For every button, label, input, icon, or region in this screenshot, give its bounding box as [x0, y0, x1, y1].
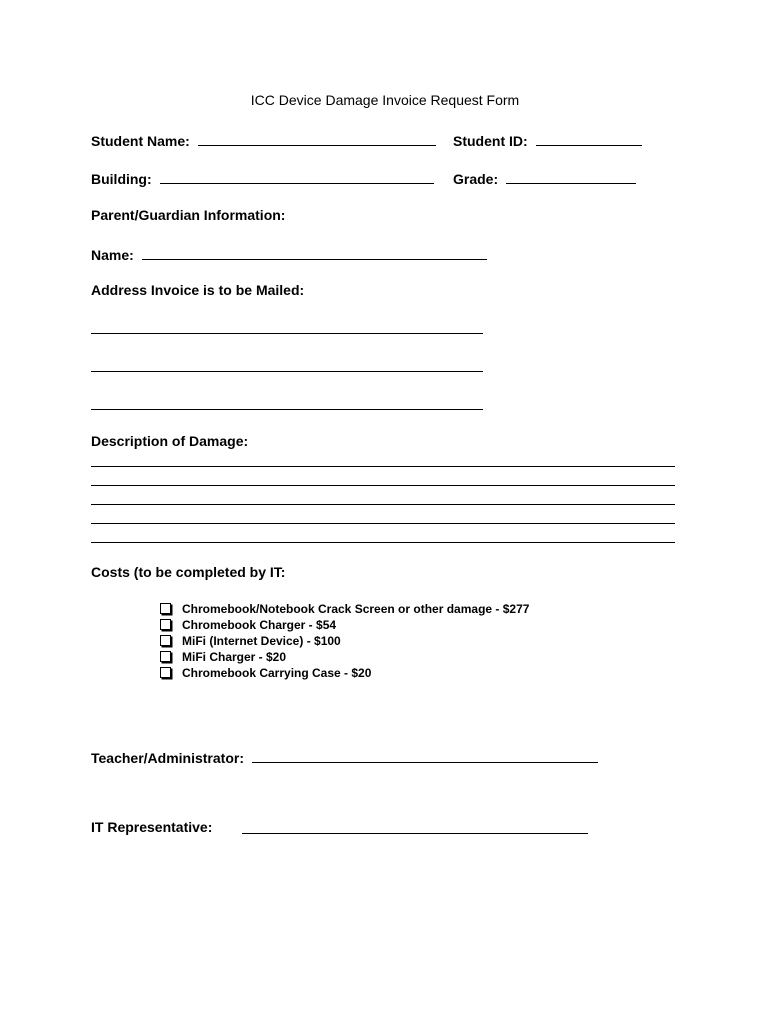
student-name-label: Student Name: — [91, 133, 190, 149]
damage-line-1[interactable] — [91, 466, 675, 467]
list-item — [160, 633, 529, 649]
damage-line-2[interactable] — [91, 485, 675, 486]
parent-name-label: Name: — [91, 247, 134, 263]
it-rep-signature-field[interactable] — [242, 833, 588, 834]
building-label: Building: — [91, 171, 152, 187]
student-id-field[interactable] — [536, 131, 642, 146]
checkbox[interactable] — [160, 619, 171, 630]
damage-line-3[interactable] — [91, 504, 675, 505]
address-line-3[interactable] — [91, 409, 483, 410]
grade-label: Grade: — [453, 171, 499, 187]
student-name-field[interactable] — [198, 131, 436, 146]
address-line-2[interactable] — [91, 371, 483, 372]
teacher-label: Teacher/Administrator: — [91, 750, 244, 766]
checkbox[interactable] — [160, 651, 171, 662]
damage-heading: Description of Damage: — [91, 433, 249, 449]
cost-item-label: Chromebook/Notebook Crack Screen or other damage - $277 — [182, 602, 530, 616]
damage-line-5[interactable] — [91, 542, 675, 543]
building-row — [91, 169, 434, 187]
teacher-row — [91, 748, 598, 766]
teacher-signature-field[interactable] — [252, 748, 598, 763]
grade-field[interactable] — [506, 169, 636, 184]
checkbox[interactable] — [160, 603, 171, 614]
damage-line-4[interactable] — [91, 523, 675, 524]
cost-checklist — [160, 601, 529, 681]
cost-item-label: MiFi (Internet Device) - $100 — [182, 634, 341, 648]
cost-item-label: Chromebook Charger - $54 — [182, 618, 337, 632]
form-title: ICC Device Damage Invoice Request Form — [250, 92, 520, 108]
cost-item-label: MiFi Charger - $20 — [182, 650, 287, 664]
costs-heading: Costs (to be completed by IT: — [91, 564, 286, 580]
address-line-1[interactable] — [91, 333, 483, 334]
parent-name-field[interactable] — [142, 245, 487, 260]
parent-guardian-heading: Parent/Guardian Information: — [91, 207, 286, 223]
grade-row — [453, 169, 636, 187]
list-item — [160, 601, 529, 617]
list-item — [160, 649, 529, 665]
checkbox[interactable] — [160, 667, 171, 678]
building-field[interactable] — [160, 169, 434, 184]
list-item — [160, 665, 529, 681]
it-rep-label: IT Representative: — [91, 819, 213, 835]
list-item — [160, 617, 529, 633]
student-id-row — [453, 131, 642, 149]
student-name-row — [91, 131, 436, 149]
parent-name-row — [91, 245, 487, 263]
cost-item-label: Chromebook Carrying Case - $20 — [182, 666, 372, 680]
address-heading: Address Invoice is to be Mailed: — [91, 282, 305, 298]
student-id-label: Student ID: — [453, 133, 528, 149]
checkbox[interactable] — [160, 635, 171, 646]
